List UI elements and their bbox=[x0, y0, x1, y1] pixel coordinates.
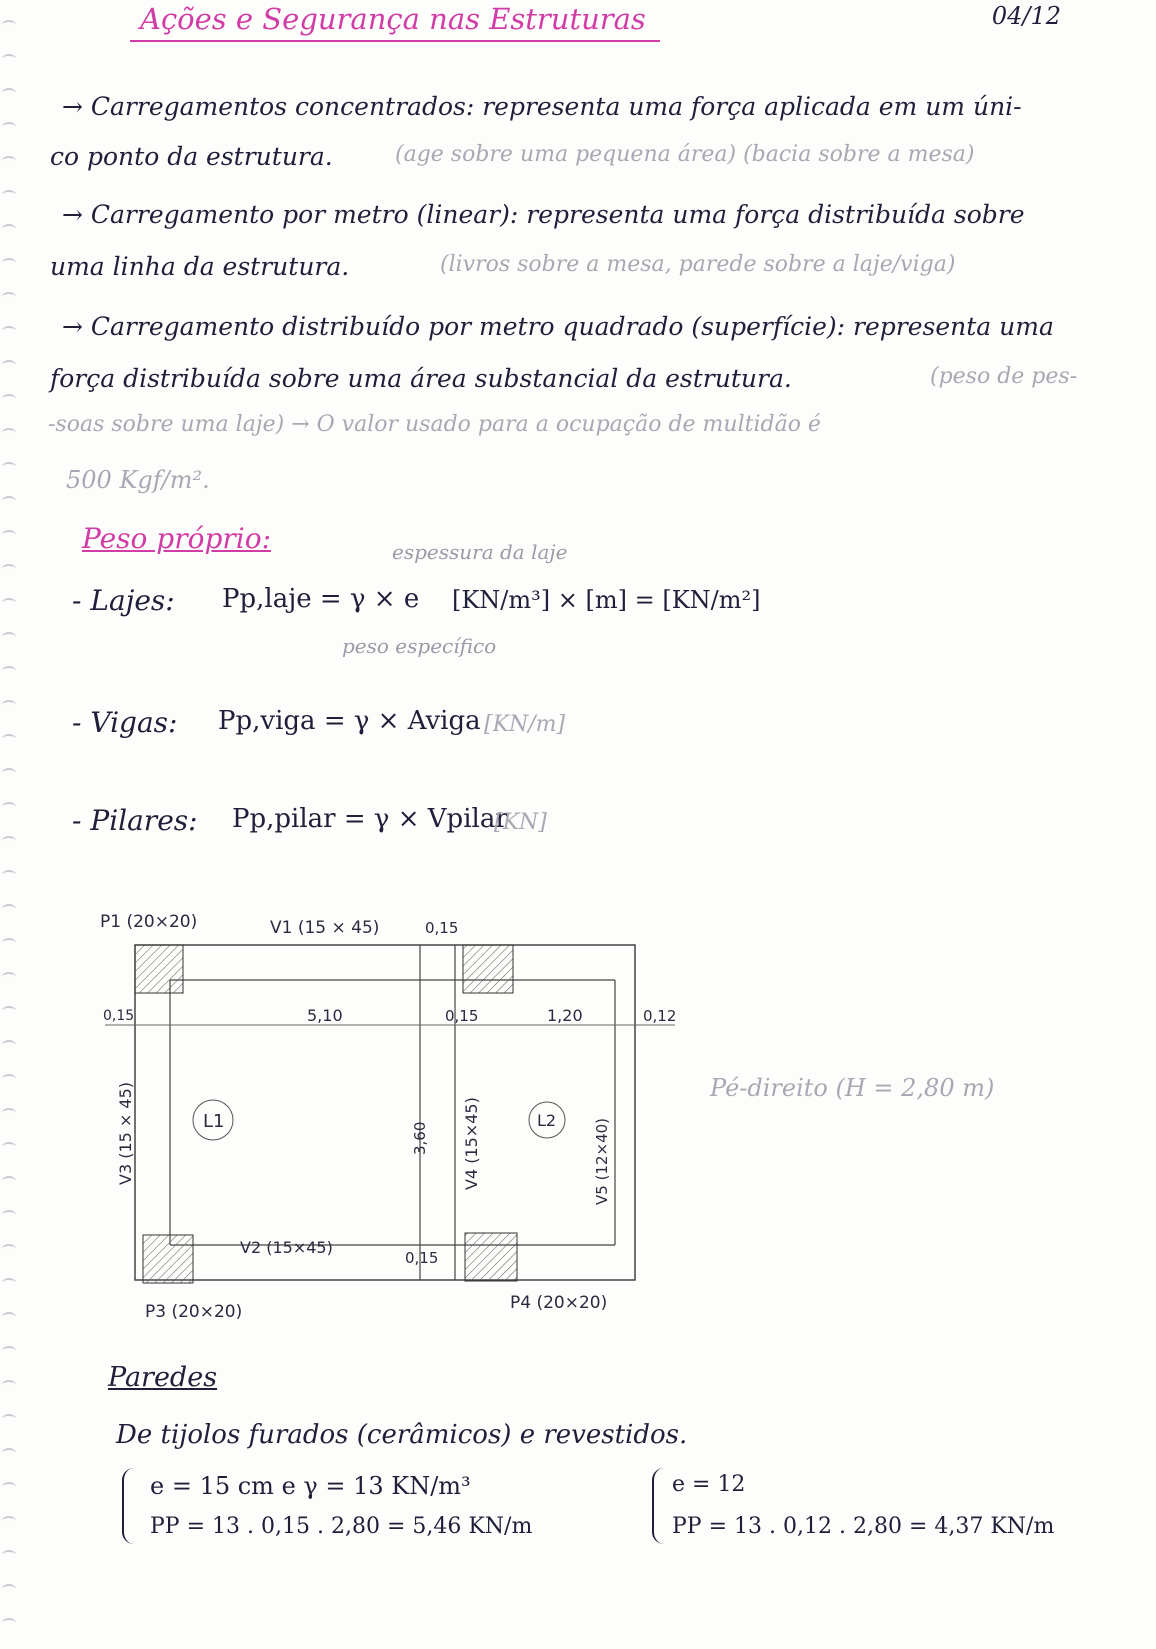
spiral-ring bbox=[2, 1074, 16, 1084]
walls-heading: Paredes bbox=[108, 1362, 218, 1393]
wall-case1-line2: PP = 13 . 0,15 . 2,80 = 5,46 KN/m bbox=[150, 1514, 533, 1539]
spiral-ring bbox=[2, 598, 16, 608]
height-label: 3,60 bbox=[411, 1121, 429, 1155]
l1-label: L1 bbox=[203, 1111, 225, 1132]
beams-unit: [KN/m] bbox=[484, 712, 566, 737]
linear-load-line1: → Carregamento por metro (linear): representa uma força distribuída sobre bbox=[62, 200, 1025, 229]
span-l1-label: 5,10 bbox=[307, 1006, 343, 1025]
dim-right-label: 0,12 bbox=[643, 1007, 677, 1025]
wall-case2-line2: PP = 13 . 0,12 . 2,80 = 4,37 KN/m bbox=[672, 1514, 1055, 1539]
page-date: 04/12 bbox=[991, 2, 1061, 30]
spiral-ring bbox=[2, 1550, 16, 1560]
self-weight-heading: Peso próprio: bbox=[82, 522, 271, 555]
v3-label: V3 (15 × 45) bbox=[116, 1082, 135, 1185]
spiral-ring bbox=[2, 666, 16, 676]
surface-load-line1: → Carregamento distribuído por metro quadrado (superfície): representa uma bbox=[62, 312, 1054, 341]
spiral-ring bbox=[2, 564, 16, 574]
spiral-ring bbox=[2, 1380, 16, 1390]
v5-label: V5 (12×40) bbox=[593, 1117, 611, 1205]
spiral-ring bbox=[2, 1516, 16, 1526]
spiral-ring bbox=[2, 802, 16, 812]
pillar-p2 bbox=[463, 945, 513, 993]
spiral-ring bbox=[2, 54, 16, 64]
spiral-ring bbox=[2, 190, 16, 200]
concentrated-load-line2: co ponto da estrutura. bbox=[50, 142, 333, 171]
surface-load-note3: 500 Kgf/m². bbox=[66, 466, 210, 494]
span-l2-label: 1,20 bbox=[547, 1006, 583, 1025]
dim-left-label: 0,15 bbox=[103, 1008, 135, 1024]
walls-description: De tijolos furados (cerâmicos) e revestidos. bbox=[116, 1420, 688, 1450]
pillar-p3 bbox=[143, 1235, 193, 1283]
ceiling-height-note: Pé-direito (H = 2,80 m) bbox=[710, 1074, 995, 1102]
brace-left bbox=[122, 1468, 138, 1544]
spiral-ring bbox=[2, 462, 16, 472]
concentrated-load-line1: → Carregamentos concentrados: representa uma força aplicada em um úni- bbox=[62, 92, 1022, 121]
spiral-ring bbox=[2, 1108, 16, 1118]
dim-mid-label: 0,15 bbox=[445, 1007, 479, 1025]
spiral-ring bbox=[2, 292, 16, 302]
v4-label: V4 (15×45) bbox=[462, 1097, 481, 1190]
slabs-label: - Lajes: bbox=[72, 584, 175, 617]
surface-load-note2: -soas sobre uma laje) → O valor usado para a ocupação de multidão é bbox=[48, 412, 821, 437]
p4-label: P4 (20×20) bbox=[510, 1293, 608, 1313]
spiral-ring bbox=[2, 496, 16, 506]
spiral-ring bbox=[2, 1482, 16, 1492]
pillar-p4 bbox=[465, 1233, 517, 1281]
spiral-ring bbox=[2, 1210, 16, 1220]
brace-right bbox=[652, 1468, 668, 1544]
bottom-dim-label: 0,15 bbox=[405, 1249, 439, 1267]
spiral-ring bbox=[2, 360, 16, 370]
spiral-ring bbox=[2, 870, 16, 880]
spiral-ring bbox=[2, 428, 16, 438]
spiral-ring bbox=[2, 1176, 16, 1186]
spiral-ring bbox=[2, 768, 16, 778]
slabs-formula: Pp,laje = γ × e bbox=[222, 584, 420, 614]
v1-label: V1 (15 × 45) bbox=[270, 918, 380, 938]
wall-case2-line1: e = 12 bbox=[672, 1472, 746, 1497]
spiral-ring bbox=[2, 20, 16, 30]
spiral-ring bbox=[2, 1346, 16, 1356]
spiral-binding bbox=[0, 0, 22, 1649]
pillar-p1 bbox=[135, 945, 183, 993]
spiral-ring bbox=[2, 836, 16, 846]
spiral-ring bbox=[2, 1006, 16, 1016]
surface-load-note1: (peso de pes- bbox=[930, 364, 1078, 389]
surface-load-line2: força distribuída sobre uma área substancial da estrutura. bbox=[50, 364, 792, 393]
columns-unit: [KN] bbox=[494, 810, 547, 835]
spiral-ring bbox=[2, 258, 16, 268]
page-title: Ações e Segurança nas Estruturas bbox=[140, 2, 646, 36]
spiral-ring bbox=[2, 1278, 16, 1288]
columns-formula: Pp,pilar = γ × Vpilar bbox=[232, 804, 508, 834]
spiral-ring bbox=[2, 1142, 16, 1152]
wall-case1-line1: e = 15 cm e γ = 13 KN/m³ bbox=[150, 1472, 471, 1500]
spiral-ring bbox=[2, 972, 16, 982]
specific-weight-note: peso específico bbox=[342, 634, 497, 658]
slabs-units: [KN/m³] × [m] = [KN/m²] bbox=[452, 586, 761, 614]
p3-label: P3 (20×20) bbox=[145, 1302, 243, 1322]
beams-formula: Pp,viga = γ × Aviga bbox=[218, 706, 481, 736]
spiral-ring bbox=[2, 1414, 16, 1424]
spiral-ring bbox=[2, 122, 16, 132]
spiral-ring bbox=[2, 326, 16, 336]
v1-width-label: 0,15 bbox=[425, 919, 459, 937]
spiral-ring bbox=[2, 734, 16, 744]
spiral-ring bbox=[2, 88, 16, 98]
spiral-ring bbox=[2, 224, 16, 234]
v2-label: V2 (15×45) bbox=[240, 1238, 333, 1257]
spiral-ring bbox=[2, 632, 16, 642]
title-underline bbox=[130, 40, 660, 42]
spiral-ring bbox=[2, 1448, 16, 1458]
beams-label: - Vigas: bbox=[72, 706, 178, 739]
spiral-ring bbox=[2, 394, 16, 404]
spiral-ring bbox=[2, 1040, 16, 1050]
spiral-ring bbox=[2, 1618, 16, 1628]
linear-load-note: (livros sobre a mesa, parede sobre a laje/viga) bbox=[440, 252, 956, 277]
spiral-ring bbox=[2, 530, 16, 540]
spiral-ring bbox=[2, 1312, 16, 1322]
spiral-ring bbox=[2, 1244, 16, 1254]
spiral-ring bbox=[2, 700, 16, 710]
spiral-ring bbox=[2, 1584, 16, 1594]
floor-plan-sketch bbox=[95, 912, 715, 1335]
l2-label: L2 bbox=[537, 1111, 557, 1130]
p1-label: P1 (20×20) bbox=[100, 912, 198, 932]
columns-label: - Pilares: bbox=[72, 804, 198, 837]
spiral-ring bbox=[2, 938, 16, 948]
thickness-note: espessura da laje bbox=[392, 540, 568, 564]
concentrated-load-note: (age sobre uma pequena área) (bacia sobre a mesa) bbox=[395, 142, 975, 167]
spiral-ring bbox=[2, 156, 16, 166]
spiral-ring bbox=[2, 904, 16, 914]
linear-load-line2: uma linha da estrutura. bbox=[50, 252, 350, 281]
